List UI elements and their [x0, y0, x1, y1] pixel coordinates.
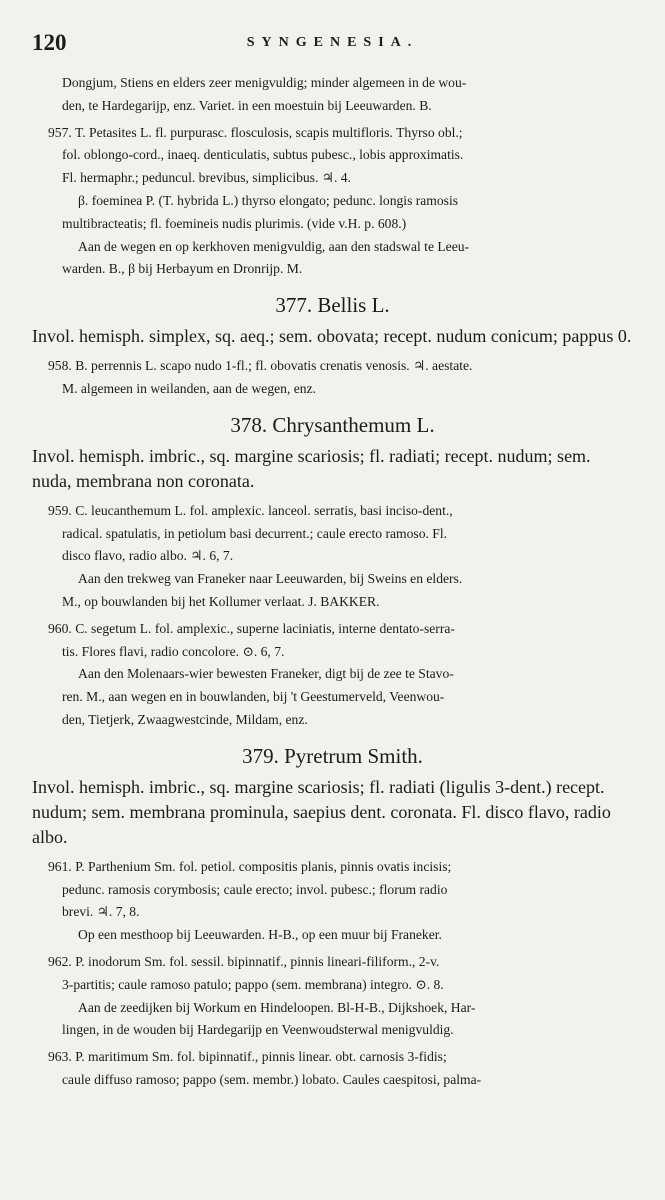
entry-line: Aan den Molenaars-wier bewesten Franeker, digt bij de zee te Stavo- [78, 666, 454, 682]
entry-960 [32, 618, 633, 732]
entry-line: tis. Flores flavi, radio concolore. ⊙. 6, 7. [62, 643, 285, 659]
entry-line: caule diffuso ramoso; pappo (sem. membr.) lobato. Caules caespitosi, palma- [62, 1071, 482, 1087]
page-content [32, 72, 633, 1096]
entry-continuation [32, 72, 633, 118]
entry-959 [32, 500, 633, 614]
entry-line: 957. T. Petasites L. fl. purpurasc. flosculosis, scapis multifloris. Thyrso obl.; [48, 124, 463, 140]
entry-line: den, te Hardegarijp, enz. Variet. in een moestuin bij Leeuwarden. B. [62, 97, 432, 113]
entry-line: fol. oblongo-cord., inaeq. denticulatis, subtus pubesc., lobis approximatis. [62, 147, 464, 163]
entry-line: 962. P. inodorum Sm. fol. sessil. bipinnatif., pinnis lineari-filiform., 2-v. [48, 953, 440, 969]
entry-line: β. foeminea P. (T. hybrida L.) thyrso elongato; pedunc. longis ramosis [78, 192, 459, 208]
entry-line: M. algemeen in weilanden, aan de wegen, enz. [62, 380, 317, 396]
entry-line: Aan den trekweg van Franeker naar Leeuwarden, bij Sweins en elders. [78, 571, 463, 587]
entry-line: radical. spatulatis, in petiolum basi decurrent.; caule erecto ramoso. Fl. [62, 525, 448, 541]
entry-line: Aan de wegen en op kerkhoven menigvuldig, aan den stadswal te Leeu- [78, 238, 470, 254]
running-head: SYNGENESIA. [246, 35, 419, 50]
entry-957 [32, 122, 633, 282]
entry-line: Fl. hermaphr.; peduncul. brevibus, simplicibus. ♃. 4. [62, 170, 351, 186]
genus-title-chrysanthemum: 378. Chrysanthemum L. [230, 412, 435, 437]
genus-title-pyretrum: 379. Pyretrum Smith. [242, 743, 423, 768]
page-number: 120 [32, 30, 67, 55]
entry-line: warden. B., β bij Herbayum en Dronrijp. M. [62, 261, 303, 277]
entry-line: 961. P. Parthenium Sm. fol. petiol. compositis planis, pinnis ovatis incisis; [48, 858, 452, 874]
entry-line: den, Tietjerk, Zwaagwestcinde, Mildam, enz. [62, 711, 308, 727]
entry-962 [32, 951, 633, 1042]
entry-line: multibracteatis; fl. foemineis nudis plurimis. (vide v.H. p. 608.) [62, 215, 407, 231]
genus-description-pyretrum: Invol. hemisph. imbric., sq. margine scariosis; fl. radiati (ligulis 3-dent.) recept. nudum; sem. membrana prominula, saepius dent. coronata. Fl. disco flavo, radio albo. [32, 776, 611, 847]
entry-line: Dongjum, Stiens en elders zeer menigvuldig; minder algemeen in de wou- [62, 75, 467, 90]
entry-line: ren. M., aan wegen en in bouwlanden, bij 't Geestumerveld, Veenwou- [62, 689, 445, 705]
entry-line: brevi. ♃. 7, 8. [62, 904, 140, 920]
genus-title-bellis: 377. Bellis L. [275, 293, 390, 318]
entry-958 [32, 355, 633, 401]
entry-line: lingen, in de wouden bij Hardegarijp en Veenwoudsterwal menigvuldig. [62, 1022, 454, 1038]
entry-line: pedunc. ramosis corymbosis; caule erecto; invol. pubesc.; florum radio [62, 881, 448, 897]
genus-description-chrysanthemum: Invol. hemisph. imbric., sq. margine scariosis; fl. radiati; recept. nudum; sem. nuda, membrana non coronata. [32, 445, 591, 491]
genus-description-bellis: Invol. hemisph. simplex, sq. aeq.; sem. obovata; recept. nudum conicum; pappus 0. [32, 326, 632, 347]
entry-line: Op een mesthoop bij Leeuwarden. H-B., op een muur bij Franeker. [78, 927, 442, 943]
entry-963 [32, 1046, 633, 1092]
entry-line: 963. P. maritimum Sm. fol. bipinnatif., pinnis linear. obt. carnosis 3-fidis; [48, 1049, 447, 1065]
entry-line: Aan de zeedijken bij Workum en Hindeloopen. Bl-H-B., Dijkshoek, Har- [78, 999, 476, 1015]
entry-line: 960. C. segetum L. fol. amplexic., superne laciniatis, interne dentato-serra- [48, 620, 455, 636]
entry-line: 959. C. leucanthemum L. fol. amplexic. lanceol. serratis, basi inciso-dent., [48, 502, 453, 518]
page-header [32, 30, 633, 58]
entry-961 [32, 856, 633, 947]
entry-line: 3-partitis; caule ramoso patulo; pappo (sem. membrana) integro. ⊙. 8. [62, 976, 444, 992]
entry-line: disco flavo, radio albo. ♃. 6, 7. [62, 548, 234, 564]
entry-line: M., op bouwlanden bij het Kollumer verlaat. J. BAKKER. [62, 593, 380, 609]
entry-line: 958. B. perrennis L. scapo nudo 1-fl.; fl. obovatis crenatis venosis. ♃. aestate. [48, 358, 473, 374]
